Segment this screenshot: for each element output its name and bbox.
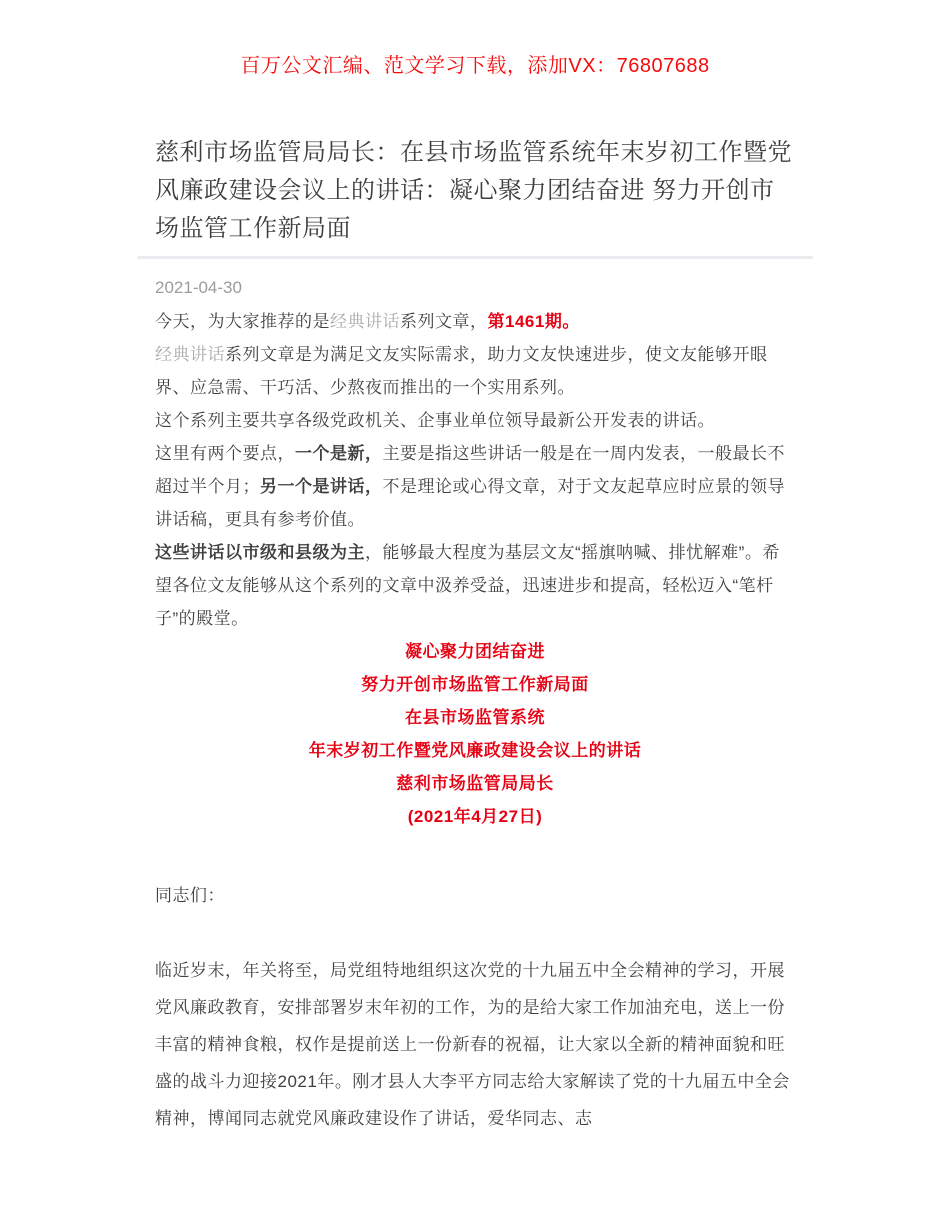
intro-paragraph-4 <box>155 437 795 536</box>
intro-paragraph-2 <box>155 338 795 404</box>
text-run: 主要是指这些讲话一般是在一周内发表，一般最长不超过半个月； <box>155 444 785 496</box>
text-run-muted: 经典讲话 <box>155 345 225 364</box>
speech-heading-line: 在县市场监管系统 <box>405 708 545 727</box>
speech-paragraph: 临近岁末，年关将至，局党组特地组织这次党的十九届五中全会精神的学习，开展党风廉政教育，安排部署岁末年初的工作，为的是给大家工作加油充电，送上一份丰富的精神食粮，权作是提前送上一份新春的祝福，让大家以全新的精神面貌和旺盛的战斗力迎接2021年。刚才县人大李平方同志给大家解读了党的十九届五中全会精神，博闻同志就党风廉政建设作了讲话，爱华同志、志 <box>155 961 790 1128</box>
publish-date: 2021-04-30 <box>155 278 242 297</box>
speech-heading-block <box>155 635 795 833</box>
text-run-bold: 一个是新， <box>295 444 383 463</box>
speech-heading-line: 努力开创市场监管工作新局面 <box>361 675 589 694</box>
speech-heading-line: 年末岁初工作暨党风廉政建设会议上的讲话 <box>308 741 642 760</box>
article-body <box>155 134 795 1137</box>
text-run: 这里有两个要点， <box>155 444 295 463</box>
intro-paragraph-5 <box>155 536 795 635</box>
text-run-muted: 经典讲话 <box>330 312 400 331</box>
page-title: 慈利市场监管局局长：在县市场监管系统年末岁初工作暨党风廉政建设会议上的讲话：凝心聚力团结奋进 努力开创市场监管工作新局面 <box>155 139 792 242</box>
speech-heading-line: 凝心聚力团结奋进 <box>405 642 545 661</box>
text-run: 系列文章， <box>400 312 488 331</box>
text-run: 不是理论或心得文章，对于文友起草应时应景的领导讲话稿，更具有参考价值。 <box>155 477 785 529</box>
salutation: 同志们： <box>155 886 225 905</box>
text-run-red-bold: 第1461期。 <box>487 312 580 331</box>
text-run-bold: 另一个是讲话， <box>260 477 383 496</box>
intro-paragraph-3 <box>155 404 795 437</box>
text-run: 今天，为大家推荐的是 <box>155 312 330 331</box>
promo-banner: 百万公文汇编、范文学习下载，添加VX：76807688 <box>240 55 710 77</box>
title-divider <box>137 256 813 259</box>
text-run-bold: 这些讲话以市级和县级为主 <box>155 543 365 562</box>
intro-section <box>155 305 795 635</box>
speech-speaker-line: 慈利市场监管局局长 <box>396 774 554 793</box>
text-run: 系列文章是为满足文友实际需求，助力文友快速进步，使文友能够开眼界、应急需、干巧活、少熬夜而推出的一个实用系列。 <box>155 345 768 397</box>
text-run: 这个系列主要共享各级党政机关、企事业单位领导最新公开发表的讲话。 <box>155 411 715 430</box>
text-run: ，能够最大程度为基层文友“摇旗呐喊、排忧解难”。希望各位文友能够从这个系列的文章中汲养受益，迅速进步和提高，轻松迈入“笔杆子”的殿堂。 <box>155 543 780 628</box>
speech-date-line: (2021年4月27日) <box>407 807 543 826</box>
intro-paragraph-1 <box>155 305 795 338</box>
